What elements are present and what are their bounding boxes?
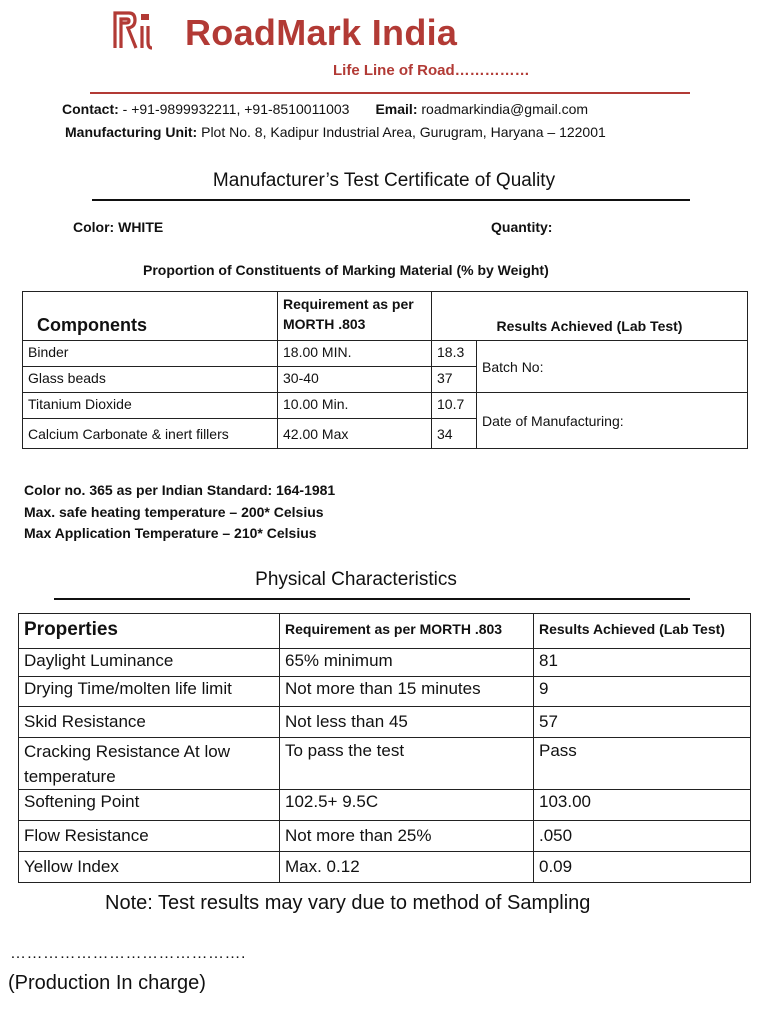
component-requirement: 18.00 MIN. xyxy=(278,341,432,367)
property-result: 0.09 xyxy=(534,852,751,883)
mfg-label: Manufacturing Unit: xyxy=(65,124,198,140)
table-row xyxy=(19,649,751,677)
contact-phones: - +91-9899932211, +91-8510011003 xyxy=(118,101,350,117)
component-requirement: 30-40 xyxy=(278,367,432,393)
header-requirement: Requirement as per MORTH .803 xyxy=(280,614,534,649)
property-name: Yellow Index xyxy=(19,852,280,883)
property-requirement: Not more than 25% xyxy=(280,821,534,852)
property-name: Skid Resistance xyxy=(19,707,280,738)
header-properties: Properties xyxy=(19,614,280,649)
signature-line: ……………………………………. xyxy=(10,945,246,962)
softening-requirement: 102.5+ 9.5C xyxy=(285,792,379,811)
table-row xyxy=(19,677,751,707)
quantity-field: Quantity: xyxy=(491,219,553,235)
email-label: Email: xyxy=(375,101,418,117)
property-name: Daylight Luminance xyxy=(19,649,280,677)
contact-line xyxy=(62,101,588,117)
component-result: 37 xyxy=(432,367,477,393)
property-requirement: 65% minimum xyxy=(280,649,534,677)
component-result: 18.3 xyxy=(432,341,477,367)
physical-table xyxy=(18,613,751,883)
component-result: 34 xyxy=(432,419,477,449)
property-result: 57 xyxy=(534,707,751,738)
title-divider xyxy=(92,199,690,201)
table-row xyxy=(19,707,751,738)
constituents-heading: Proportion of Constituents of Marking Material (% by Weight) xyxy=(143,262,549,278)
table-header-row xyxy=(19,614,751,649)
contact-label: Contact: xyxy=(62,101,119,117)
sampling-note: Note: Test results may vary due to method of Sampling xyxy=(105,892,591,914)
header-results: Results Achieved (Lab Test) xyxy=(534,614,751,649)
component-name: Binder xyxy=(23,341,278,367)
property-result: 103.00 xyxy=(534,790,751,821)
color-field: Color: WHITE xyxy=(73,219,164,235)
mfg-address: Plot No. 8, Kadipur Industrial Area, Gurugram, Haryana – 122001 xyxy=(197,124,606,140)
component-result: 10.7 xyxy=(432,393,477,419)
table-header-row xyxy=(23,292,748,341)
property-name: Drying Time/molten life limit xyxy=(19,677,280,707)
property-result: .050 xyxy=(534,821,751,852)
property-requirement: To pass the test xyxy=(280,738,534,790)
heating-temp-note: Max. safe heating temperature – 200* Celsius xyxy=(24,503,324,520)
certificate-title: Manufacturer’s Test Certificate of Quality xyxy=(212,170,556,191)
table-row xyxy=(19,790,751,821)
date-of-manufacturing-field: Date of Manufacturing: xyxy=(477,393,748,449)
brand-logo xyxy=(112,10,154,50)
table-row xyxy=(19,738,751,790)
property-name: Flow Resistance xyxy=(19,821,280,852)
color-standard-note: Color no. 365 as per Indian Standard: 164-1981 xyxy=(24,482,336,498)
component-name: Calcium Carbonate & inert fillers xyxy=(23,419,278,449)
property-result: Pass xyxy=(534,738,751,790)
property-requirement: Not less than 45 xyxy=(280,707,534,738)
application-temp-note: Max Application Temperature – 210* Celsius xyxy=(24,525,317,541)
constituents-table xyxy=(22,291,748,449)
header-requirement: Requirement as per MORTH .803 xyxy=(278,292,432,341)
specification-notes xyxy=(24,480,335,545)
property-requirement xyxy=(280,790,534,821)
header-components: Components xyxy=(23,292,278,341)
property-requirement: Max. 0.12 xyxy=(280,852,534,883)
component-requirement: 10.00 Min. xyxy=(278,393,432,419)
table-row xyxy=(23,341,748,367)
header-divider xyxy=(90,92,690,94)
component-name: Titanium Dioxide xyxy=(23,393,278,419)
physical-characteristics-title: Physical Characteristics xyxy=(255,569,457,590)
table-row xyxy=(23,393,748,419)
component-name: Glass beads xyxy=(23,367,278,393)
contact-email: roadmarkindia@gmail.com xyxy=(417,101,589,117)
signatory-label: (Production In charge) xyxy=(8,972,206,994)
manufacturing-unit-line xyxy=(65,124,606,140)
physical-divider xyxy=(54,598,690,600)
property-name: Cracking Resistance At low temperature xyxy=(19,738,280,790)
property-result: 9 xyxy=(534,677,751,707)
property-result: 81 xyxy=(534,649,751,677)
table-row xyxy=(19,852,751,883)
component-requirement: 42.00 Max xyxy=(278,419,432,449)
batch-no-field: Batch No: xyxy=(477,341,748,393)
table-row xyxy=(19,821,751,852)
property-requirement: Not more than 15 minutes xyxy=(280,677,534,707)
property-name: Softening Point xyxy=(19,790,280,821)
brand-name: RoadMark India xyxy=(185,12,458,53)
brand-tagline: Life Line of Road…………… xyxy=(333,62,530,79)
header-results: Results Achieved (Lab Test) xyxy=(432,292,748,341)
